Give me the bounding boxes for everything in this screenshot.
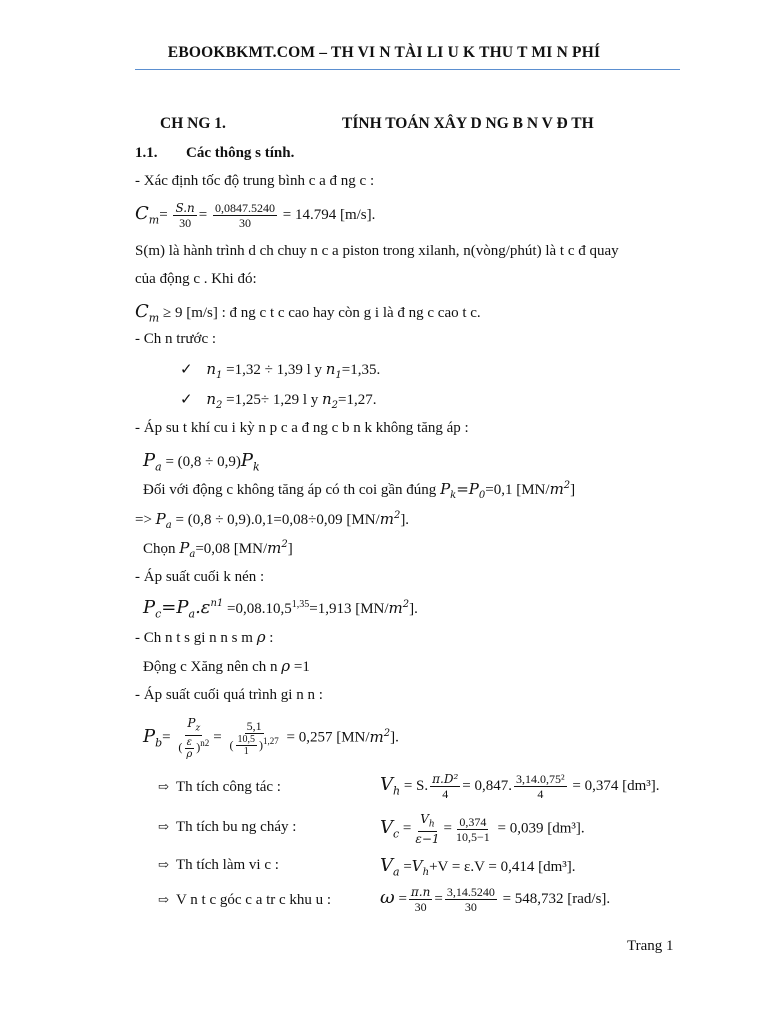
text-line-11: Đối với động c không tăng áp có th coi gần đúng $P_k=P_0=0,1$ $[MN/m^2]$ — [143, 480, 576, 501]
text-line-1: - Xác định tốc độ trung bình c a đ ng c : — [135, 173, 375, 189]
formula-cm: $C_m=$ $\frac{S.n}{30}$ = $\frac{0,0847.5240}{30}$ = 14.794 [m/s]. — [135, 201, 376, 230]
pb-fraction-1: $P_z$ ( $\frac{\varepsilon}{\rho}$ )$^{n2}$ — [178, 716, 210, 761]
item-label-combustion-volume: ⇨ Th tích bu ng cháy : — [158, 819, 297, 835]
list-item-n2: ✓ $n_2 =1,25\div 1,29$ l y $n_2=1,27$. — [180, 390, 377, 411]
text-line-4: của động c . Khi đó: — [135, 271, 257, 287]
item-label-total-volume: ⇨ Th tích làm vi c : — [158, 857, 279, 873]
text-line-16: - Ch n t s gi n n s m ρ : — [135, 628, 274, 646]
formula-pc: $P_c=P_a.\varepsilon^{n1} =0,08.10,5^{1,35}=1,913$ $[MN/m^2]$. — [143, 597, 418, 621]
chapter-number: CH NG 1. — [160, 115, 226, 132]
arrow-right-icon: ⇨ — [158, 857, 169, 872]
section-title: Các thông s tính. — [186, 145, 295, 161]
formula-va: $V_a =V_h+V = \varepsilon.V = 0,414$ [dm³]. — [380, 855, 576, 879]
formula-pb: $P_b=$ $P_z$ ( $\frac{\varepsilon}{\rho}$ )$^{n2}$ = 5,1 ( $\frac{10,5}{1}$ )$^{1,27}$ = 0,257 $[MN/m^2]$. — [143, 716, 399, 761]
text-line-5: $C_m \ge 9$ [m/s] : đ ng c t c cao hay còn g i là đ ng c cao t c. — [135, 301, 481, 325]
formula-vc: $V_c$ = $\frac{V_h}{\varepsilon-1}$ = $\frac{0,374}{10,5-1}$ = 0,039 [dm³]. — [380, 812, 585, 847]
formula-pa: $P_a = (0,8 \div 0,9)P_k$ — [143, 450, 260, 474]
chapter-title: TÍNH TOÁN XÂY D NG B N V Đ TH — [342, 115, 594, 132]
header-rule — [135, 69, 680, 70]
cm-result: = 14.794 [m/s]. — [282, 206, 376, 223]
text-line-3: S(m) là hành trình d ch chuy n c a piston trong xilanh, n(vòng/phút) là t c đ quay — [135, 243, 619, 259]
arrow-right-icon: ⇨ — [158, 779, 169, 794]
check-icon: ✓ — [180, 392, 193, 408]
page-header: EBOOKBKMT.COM – TH VI N TÀI LI U K THU T MI N PHÍ — [167, 44, 601, 61]
text-line-6: - Ch n trước : — [135, 331, 217, 347]
section-number: 1.1. — [135, 145, 158, 161]
text-line-17: Động c Xăng nên ch n ρ =1 — [143, 657, 310, 675]
cm-symbol: $C_m$ — [135, 202, 160, 227]
text-line-13: Chọn $P_a=0,08$ $[MN/m^2]$ — [143, 539, 293, 560]
formula-omega: ω = $\frac{\pi.n}{30}$ = $\frac{3,14.5240}{30}$ = 548,732 [rad/s]. — [380, 885, 611, 914]
item-label-working-volume: ⇨ Th tích công tác : — [158, 779, 281, 795]
pb-fraction-2: 5,1 ( $\frac{10,5}{1}$ )$^{1,27}$ — [229, 718, 279, 758]
cm-fraction-2: $\frac{0,0847.5240}{30}$ — [215, 201, 275, 230]
check-icon: ✓ — [180, 362, 193, 378]
formula-vh: $V_h = S$. $\frac{\text{π.D²}}{4}$ = 0,847. $\frac{\text{3,14.0,75²}}{4}$ = 0,374 [dm³]. — [380, 772, 660, 801]
arrow-right-icon: ⇨ — [158, 892, 169, 907]
text-line-12: => $P_a = (0,8 \div 0,9).0,1=0,08\div 0,09$ $[MN/m^2]$. — [135, 510, 410, 531]
text-line-18: - Áp suất cuối quá trình gi n n : — [135, 687, 323, 703]
item-label-angular-velocity: ⇨ V n t c góc c a tr c khu u : — [158, 892, 332, 908]
text-line-9: - Áp su t khí cu i kỳ n p c a đ ng c b n k không tăng áp : — [135, 420, 469, 436]
cm-fraction-1: $\frac{S.n}{30}$ — [175, 201, 195, 230]
text-line-14: - Áp suất cuối k nén : — [135, 569, 265, 585]
page-number: Trang 1 — [627, 938, 674, 954]
list-item-n1: ✓ $n_1 =1,32 \div 1,39$ l y $n_1=1,35$. — [180, 360, 381, 381]
arrow-right-icon: ⇨ — [158, 819, 169, 834]
